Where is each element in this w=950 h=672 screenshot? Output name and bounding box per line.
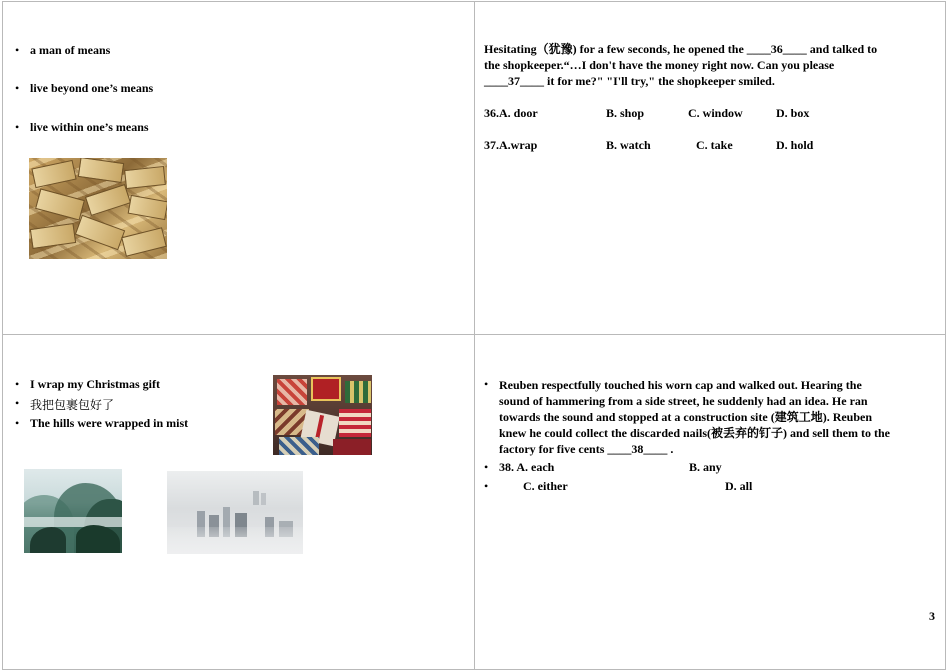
bullet-dot: •	[15, 81, 20, 95]
passage-text	[484, 41, 939, 89]
slide-panel-wrap	[2, 334, 475, 670]
slide-panel-question-38	[474, 334, 946, 670]
city-in-mist-photo	[167, 471, 303, 554]
option-37-a: 37.A.wrap	[484, 138, 538, 152]
misty-mountains-photo	[24, 469, 122, 553]
option-36-b: B. shop	[606, 106, 645, 120]
passage-line: the shopkeeper.“…I don't have the money right now. Can you please	[484, 58, 835, 72]
bullet-text: a man of means	[30, 43, 111, 57]
passage-line: towards the sound and stopped at a construction site (建筑工地). Reuben	[499, 410, 873, 424]
passage-line: sound of hammering from a side street, he suddenly had an idea. He ran	[499, 394, 868, 408]
option-38-d: D. all	[725, 479, 753, 493]
option-37-c: C. take	[696, 138, 733, 152]
page-number: 3	[929, 609, 935, 623]
passage-line: factory for five cents ____38____ .	[499, 442, 674, 456]
option-38-a: 38. A. each	[499, 460, 555, 474]
slide-panel-questions-36-37	[474, 1, 946, 335]
option-38-b: B. any	[689, 460, 722, 474]
christmas-gifts-photo	[273, 375, 372, 455]
bullet-dot: •	[15, 377, 20, 391]
option-36-c: C. window	[688, 106, 743, 120]
option-37-b: B. watch	[606, 138, 651, 152]
bullet-dot: •	[484, 460, 489, 474]
bullet-text: live within one’s means	[30, 120, 149, 134]
money-stacks-photo	[29, 158, 167, 259]
bullet-text: live beyond one’s means	[30, 81, 154, 95]
bullet-text: I wrap my Christmas gift	[30, 377, 160, 391]
slide-panel-means	[2, 1, 475, 335]
bullet-text: 我把包裹包好了	[30, 398, 115, 412]
bullet-text: The hills were wrapped in mist	[30, 416, 189, 430]
bullet-dot: •	[15, 396, 20, 410]
option-38-c: C. either	[523, 479, 568, 493]
passage-line: Reuben respectfully touched his worn cap and walked out. Hearing the	[499, 378, 862, 392]
bullet-dot: •	[484, 377, 489, 391]
bullet-dot: •	[484, 479, 489, 493]
passage-line: ____37____ it for me?" "I'll try," the shopkeeper smiled.	[484, 74, 775, 88]
passage-line: Hesitating（犹豫) for a few seconds, he opened the ____36____ and talked to	[484, 42, 878, 56]
option-36-d: D. box	[776, 106, 810, 120]
bullet-dot: •	[15, 416, 20, 430]
passage-line: knew he could collect the discarded nails(被丢弃的钉子) and sell them to the	[499, 426, 890, 440]
bullet-dot: •	[15, 120, 20, 134]
bullet-dot: •	[15, 43, 20, 57]
option-36-a: 36.A. door	[484, 106, 538, 120]
option-37-d: D. hold	[776, 138, 814, 152]
passage-text	[499, 377, 939, 457]
